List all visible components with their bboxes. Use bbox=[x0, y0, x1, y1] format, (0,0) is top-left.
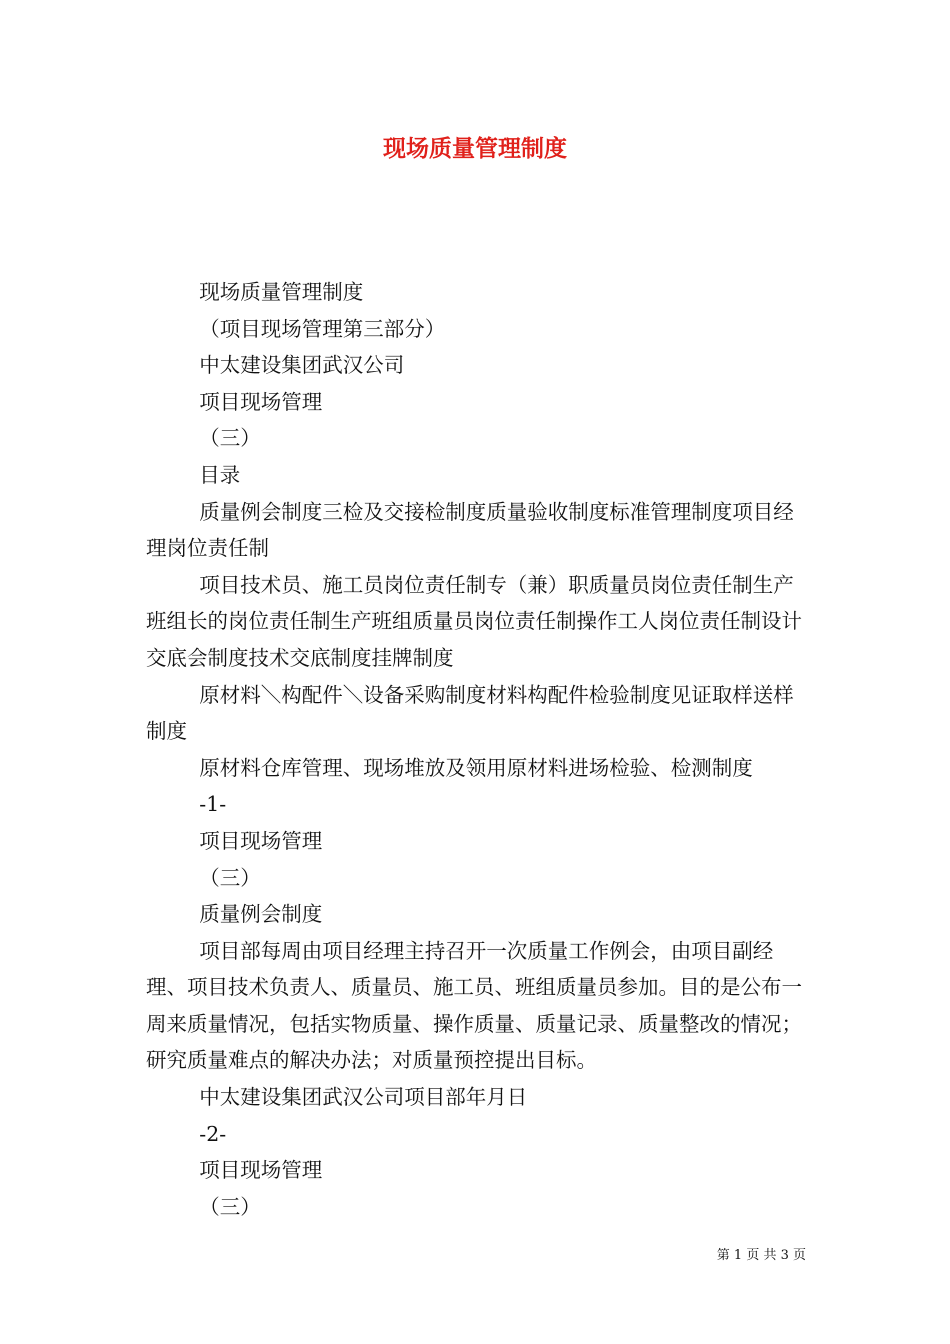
page-marker: -1- bbox=[199, 792, 227, 817]
paragraph: （三） bbox=[199, 426, 261, 451]
paragraph: 现场质量管理制度 bbox=[199, 280, 364, 304]
section-heading: 质量例会制度 bbox=[199, 902, 323, 927]
paragraph: 中太建设集团武汉公司项目部年月日 bbox=[199, 1085, 528, 1110]
paragraph: 项目现场管理 bbox=[199, 389, 323, 414]
paragraph: （三） bbox=[199, 1194, 261, 1219]
paragraph: 项目部每周由项目经理主持召开一次质量工作例会，由项目副经理、项目技术负责人、质量员、施工员、班组质量员参加。目的是公布一周来质量情况，包括实物质量、操作质量、质量记录、质量整改的情况；研究质量难点的解决办法；对质量预控提出目标。 bbox=[146, 938, 802, 1073]
paragraph: 目录 bbox=[199, 462, 241, 487]
paragraph: 项目技术员、施工员岗位责任制专（兼）职质量员岗位责任制生产班组长的岗位责任制生产班组质量员岗位责任制操作工人岗位责任制设计交底会制度技术交底制度挂牌制度 bbox=[146, 572, 802, 670]
paragraph: 项目现场管理 bbox=[199, 1158, 323, 1183]
page-title: 现场质量管理制度 bbox=[383, 135, 567, 162]
paragraph: （项目现场管理第三部分） bbox=[199, 316, 446, 341]
page-footer: 第 1 页 共 3 页 bbox=[716, 1248, 806, 1263]
paragraph: 项目现场管理 bbox=[199, 828, 323, 853]
paragraph: 质量例会制度三检及交接检制度质量验收制度标准管理制度项目经理岗位责任制 bbox=[146, 499, 794, 561]
paragraph: 中太建设集团武汉公司 bbox=[199, 353, 405, 378]
paragraph: 原材料仓库管理、现场堆放及领用原材料进场检验、检测制度 bbox=[199, 755, 753, 780]
paragraph: 原材料＼构配件＼设备采购制度材料构配件检验制度见证取样送样制度 bbox=[146, 682, 794, 744]
page-marker: -2- bbox=[199, 1121, 227, 1146]
paragraph: （三） bbox=[199, 865, 261, 890]
document-body bbox=[146, 274, 810, 1225]
